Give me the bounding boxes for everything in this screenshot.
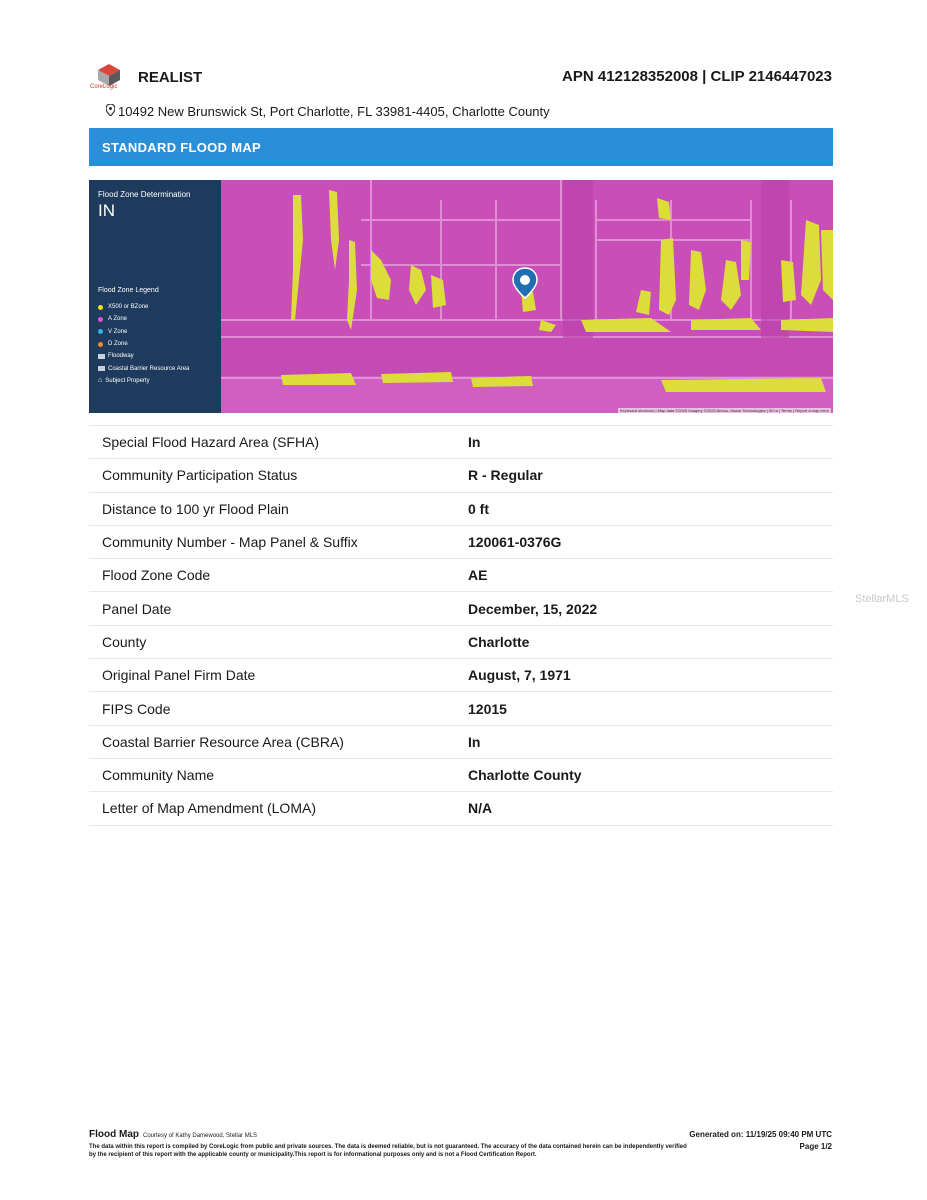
footer-courtesy: Courtesy of Kathy Damewood, Stellar MLS [143, 1133, 258, 1139]
table-row [89, 526, 833, 559]
table-row [89, 692, 833, 725]
table-row [89, 659, 833, 692]
row-value: 120061-0376G [468, 534, 562, 551]
row-label: Flood Zone Code [102, 567, 211, 584]
page-number: Page 1/2 [799, 1142, 832, 1151]
row-value: In [468, 434, 481, 451]
row-label: Distance to 100 yr Flood Plain [102, 500, 289, 517]
apn-clip: APN 412128352008 | CLIP 2146447023 [562, 68, 832, 85]
flood-details-table [89, 425, 833, 826]
row-label: FIPS Code [102, 700, 171, 717]
location-pin-icon [106, 104, 115, 116]
row-label: Original Panel Firm Date [102, 667, 256, 684]
table-row [89, 792, 833, 825]
legend-item: D Zone [98, 338, 189, 350]
row-value: August, 7, 1971 [468, 667, 571, 684]
legend-title: Flood Zone Legend [98, 287, 159, 294]
floodway-square-icon [98, 354, 105, 359]
row-label: Coastal Barrier Resource Area (CBRA) [102, 733, 344, 750]
determination-value: IN [98, 201, 115, 220]
row-value: R - Regular [468, 467, 543, 484]
section-banner [89, 128, 833, 166]
row-label: County [102, 633, 147, 650]
table-row [89, 559, 833, 592]
report-header [90, 62, 832, 96]
map-attribution: Keyboard shortcuts | Map data ©2025 Imagery ©2025 Airbus, Maxar Technologies | 50 m | Terms | Report a map error [619, 408, 829, 413]
row-value: 12015 [468, 700, 507, 717]
determination-title: Flood Zone Determination [98, 190, 191, 199]
table-row [89, 493, 833, 526]
table-row [89, 759, 833, 792]
table-row [89, 626, 833, 659]
row-label: Letter of Map Amendment (LOMA) [102, 800, 316, 817]
footer-left [89, 1129, 689, 1159]
footer-right [689, 1129, 832, 1153]
table-row [89, 726, 833, 759]
row-label: Community Number - Map Panel & Suffix [102, 534, 358, 551]
blue-dot-icon [98, 329, 103, 334]
row-label: Community Participation Status [102, 467, 298, 484]
cbra-square-icon [98, 366, 105, 371]
row-value: N/A [468, 800, 493, 817]
row-label: Special Flood Hazard Area (SFHA) [102, 434, 320, 451]
map-imagery [221, 180, 833, 413]
row-label: Panel Date [102, 600, 172, 617]
table-row [89, 592, 833, 625]
yellow-dot-icon [98, 305, 103, 310]
brand-name: REALIST [138, 69, 203, 86]
map-legend-panel [89, 180, 221, 413]
row-label: Community Name [102, 767, 215, 784]
property-address [106, 104, 550, 119]
footer-disclaimer: The data within this report is compiled by CoreLogic from public and private sources. The data is deemed reliable, but is not guaranteed. The accuracy of the data contained herein can be independently verified by the recipient of this report with the applicable county or municipality.This report is for informational purposes only and is not a Flood Certification Report. [89, 1144, 687, 1158]
row-value: Charlotte County [468, 767, 582, 784]
address-text: 10492 New Brunswick St, Port Charlotte, FL 33981-4405, Charlotte County [118, 104, 550, 119]
legend-item: ⌂ Subject Property [98, 377, 150, 385]
legend-list [98, 301, 189, 387]
flood-map [89, 180, 833, 413]
table-row [89, 459, 833, 492]
legend-item: Floodway [98, 350, 189, 362]
row-value: December, 15, 2022 [468, 600, 598, 617]
generated-timestamp: Generated on: 11/19/25 09:40 PM UTC [689, 1130, 832, 1139]
house-icon: ⌂ [98, 377, 103, 385]
footer-title: Flood Map Courtesy of Kathy Damewood, Stellar MLS [89, 1129, 258, 1140]
orange-dot-icon [98, 342, 103, 347]
row-value: In [468, 733, 481, 750]
pink-dot-icon [98, 317, 103, 322]
legend-item: Coastal Barrier Resource Area [98, 362, 189, 374]
logo-text: CoreLogic [90, 84, 118, 90]
table-row [89, 425, 833, 459]
legend-item: V Zone [98, 326, 189, 338]
legend-item: X500 or BZone [98, 301, 189, 313]
row-value: AE [468, 567, 488, 584]
legend-item: A Zone [98, 313, 189, 325]
row-value: 0 ft [468, 500, 489, 517]
watermark: StellarMLS [855, 593, 909, 605]
row-value: Charlotte [468, 633, 530, 650]
banner-title: STANDARD FLOOD MAP [102, 139, 261, 155]
